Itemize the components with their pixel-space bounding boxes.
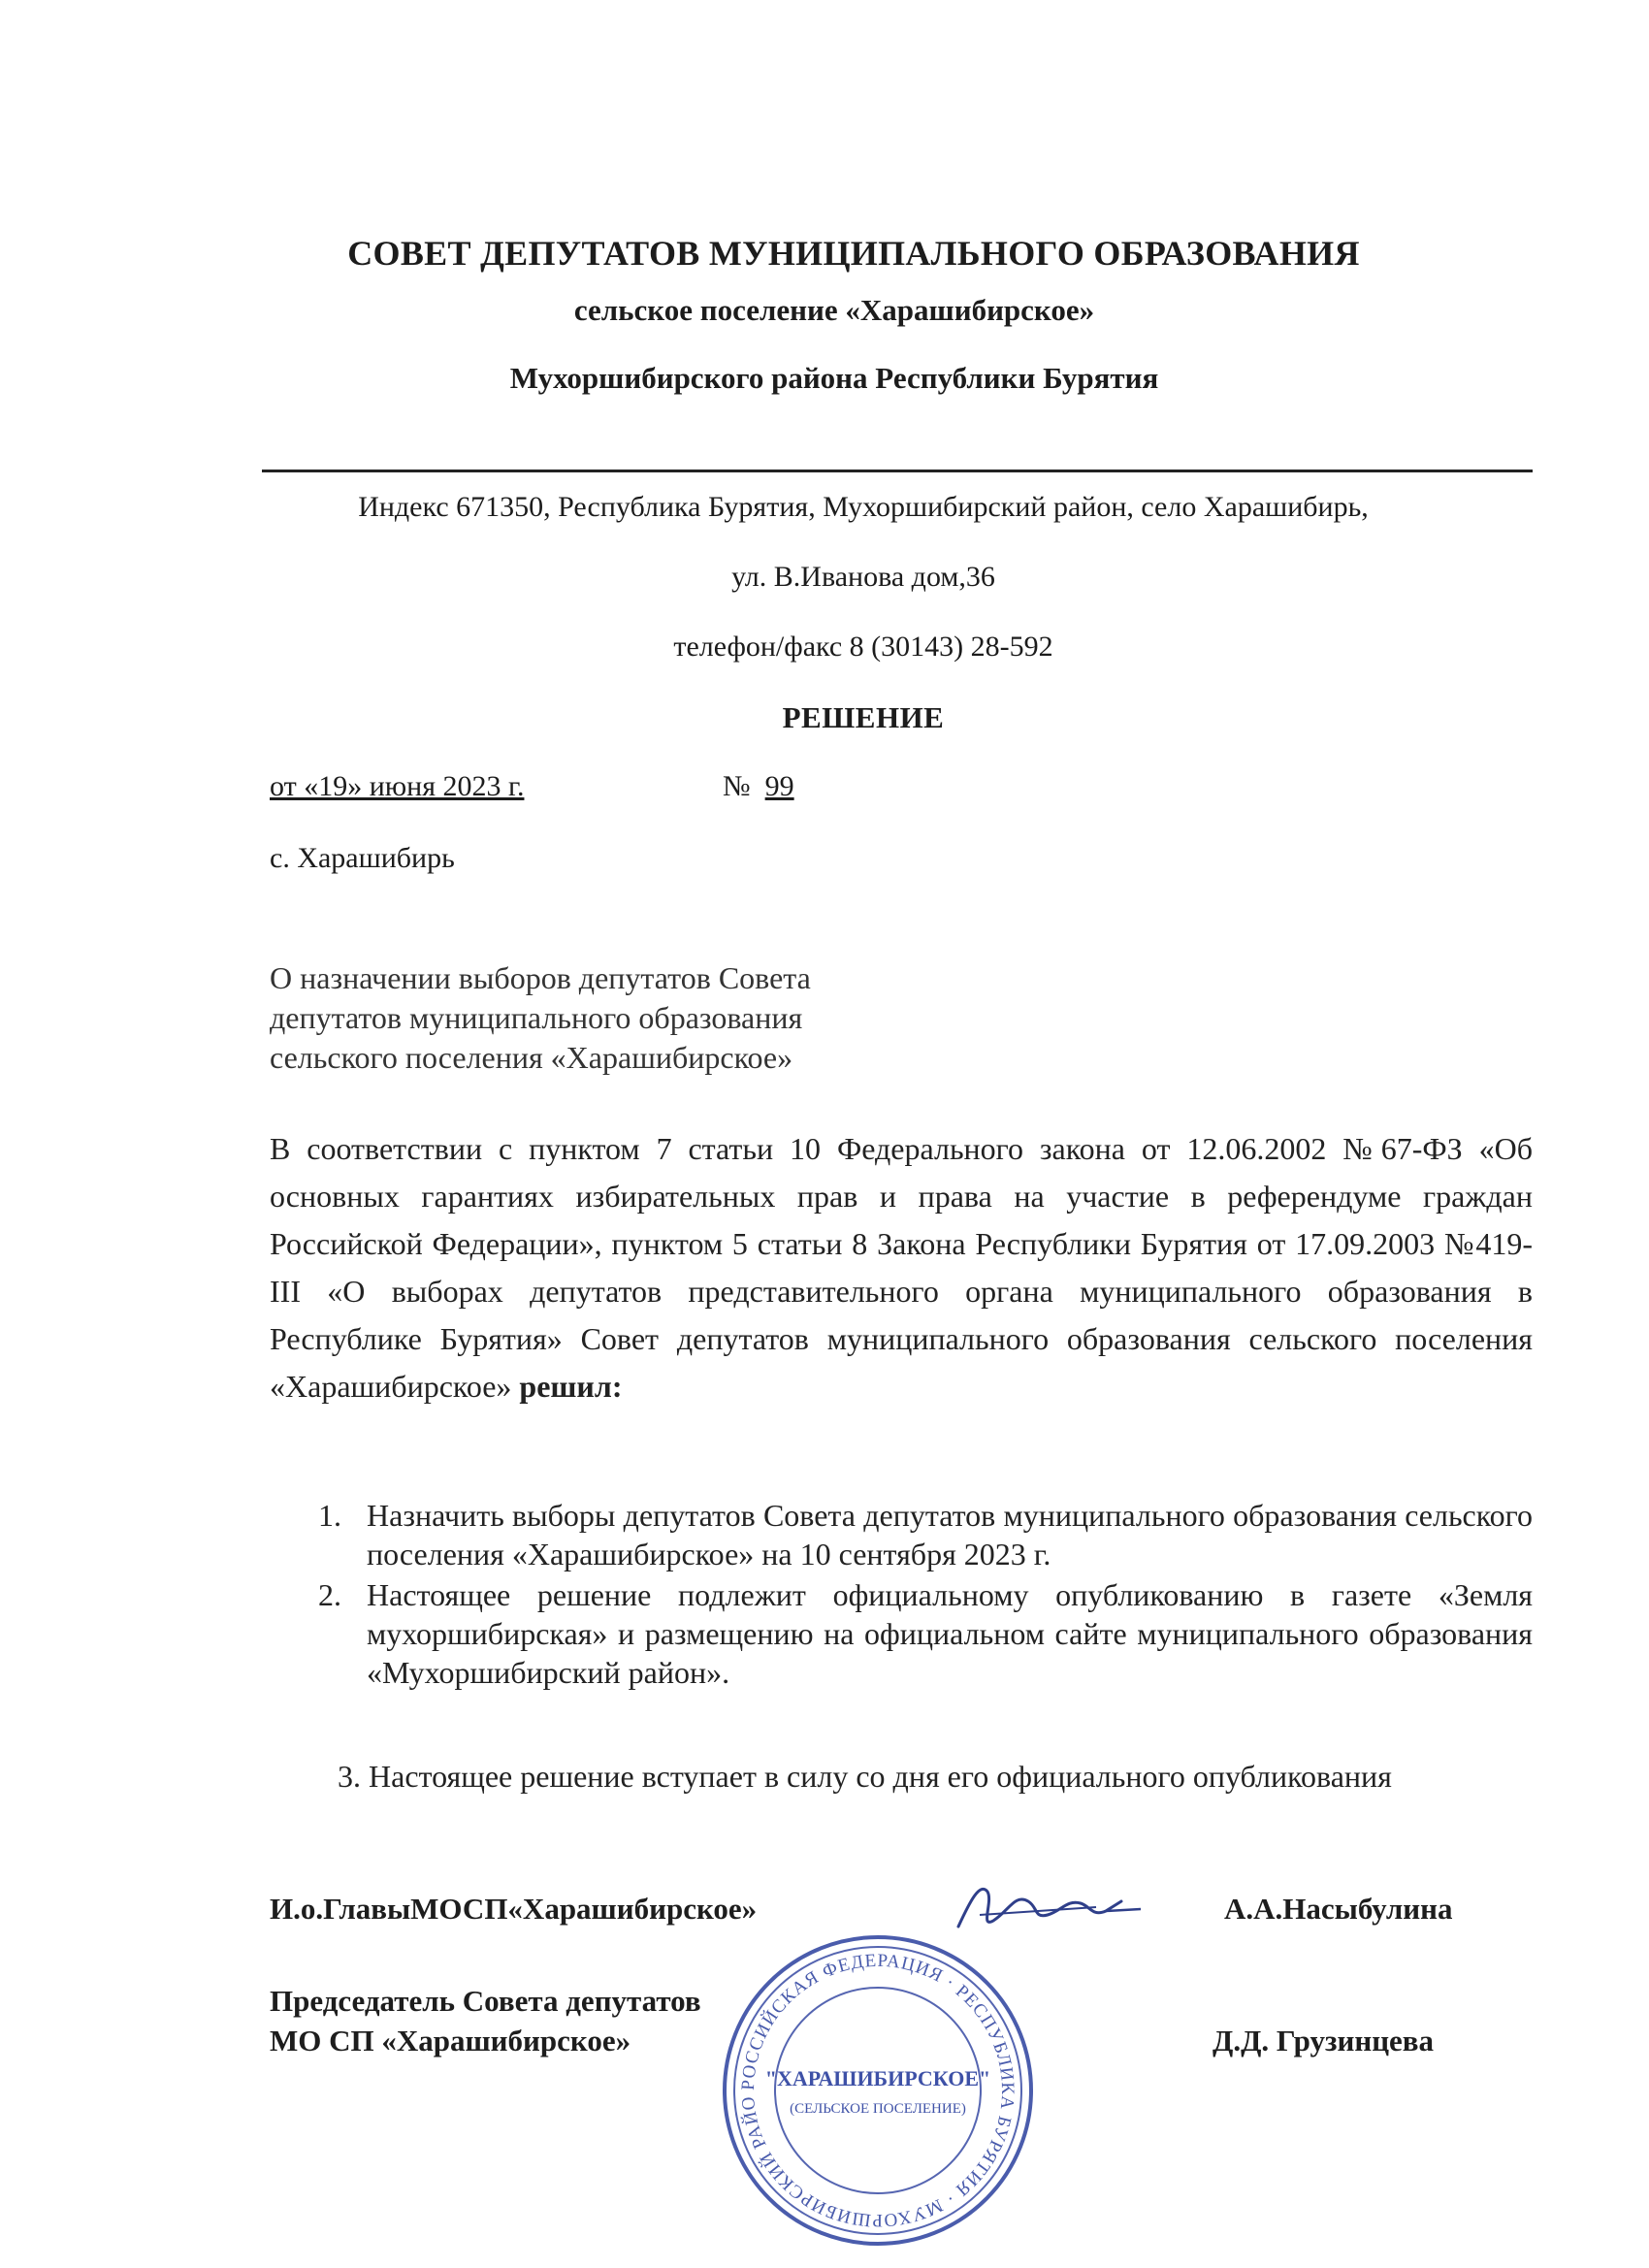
- item-number: 1.: [318, 1498, 341, 1533]
- address-line-2: ул. В.Иванова дом,36: [731, 561, 995, 593]
- settlement-name: сельское поселение «Харашибирское»: [573, 293, 1095, 327]
- subject-line: депутатов муниципального образования: [270, 1000, 803, 1035]
- number-prefix: №: [723, 770, 751, 802]
- decision-number: [723, 770, 794, 803]
- preamble-text: В соответствии с пунктом 7 статьи 10 Федерального закона от 12.06.2002 №67-ФЗ «Об основных гарантиях избирательных прав и права на участие в референдуме граждан Российской Федерации», пунктом 5 статьи 8 Закона Республики Бурятия от 17.09.2003 №419-III «О выборах депутатов представительного органа муниципального образования в Республике Бурятия» Совет депутатов муниципального образования сельского поселения «Харашибирское»: [270, 1131, 1533, 1404]
- subject-line: О назначении выборов депутатов Совета: [270, 960, 811, 995]
- decision-place: с. Харашибирь: [270, 842, 455, 874]
- chair-name: Д.Д. Грузинцева: [1212, 2024, 1435, 2057]
- preamble-paragraph: [270, 1125, 1533, 1410]
- address-line-3: телефон/факс 8 (30143) 28-592: [673, 631, 1053, 663]
- decision-subject: [270, 958, 968, 1078]
- org-title: СОВЕТ ДЕПУТАТОВ МУНИЦИПАЛЬНОГО ОБРАЗОВАНИЯ: [347, 234, 1360, 273]
- resolved-word: решил:: [519, 1369, 623, 1404]
- head-title: И.о.ГлавыМОСП«Харашибирское»: [270, 1892, 758, 1926]
- svg-text:(СЕЛЬСКОЕ ПОСЕЛЕНИЕ): (СЕЛЬСКОЕ ПОСЕЛЕНИЕ): [790, 2101, 966, 2117]
- subject-line: сельского поселения «Харашибирское»: [270, 1040, 793, 1075]
- district-name: Мухоршибирского района Республики Бурятия: [509, 361, 1159, 395]
- item-text: Назначить выборы депутатов Совета депутатов муниципального образования сельского поселения «Харашибирское» на 10 сентября 2023 г.: [367, 1498, 1533, 1571]
- decision-date: от «19» июня 2023 г.: [270, 770, 525, 802]
- list-item: [270, 1575, 1533, 1692]
- list-item: [270, 1496, 1533, 1573]
- chair-title-line: Председатель Совета депутатов: [270, 1984, 701, 2018]
- item-text: Настоящее решение подлежит официальному опубликованию в газете «Земля мухоршибирская» и размещению на официальном сайте муниципального образования «Мухоршибирский район».: [367, 1577, 1533, 1690]
- official-stamp: [718, 1930, 1038, 2255]
- address-line-1: Индекс 671350, Республика Бурятия, Мухоршибирский район, село Харашибирь,: [358, 491, 1369, 523]
- chair-title-line: МО СП «Харашибирское»: [270, 2024, 631, 2057]
- svg-text:РОССИЙСКАЯ ФЕДЕРАЦИЯ · РЕСПУБЛ: РОССИЙСКАЯ ФЕДЕРАЦИЯ · РЕСПУБЛИКА БУРЯТИЯ · МУХОРШИБИРСКИЙ РАЙО: [737, 1950, 1018, 2231]
- item-number: 2.: [318, 1577, 341, 1612]
- number-value: 99: [764, 770, 794, 802]
- decision-item-3: 3. Настоящее решение вступает в силу со дня его официального опубликования: [338, 1759, 1392, 1794]
- svg-text:"ХАРАШИБИРСКОЕ": "ХАРАШИБИРСКОЕ": [764, 2066, 991, 2090]
- chair-title: [270, 1981, 701, 2060]
- document-type: РЕШЕНИЕ: [782, 700, 945, 734]
- decision-items: [270, 1496, 1533, 1694]
- header-divider: [262, 470, 1533, 472]
- head-name: А.А.Насыбулина: [1224, 1892, 1453, 1926]
